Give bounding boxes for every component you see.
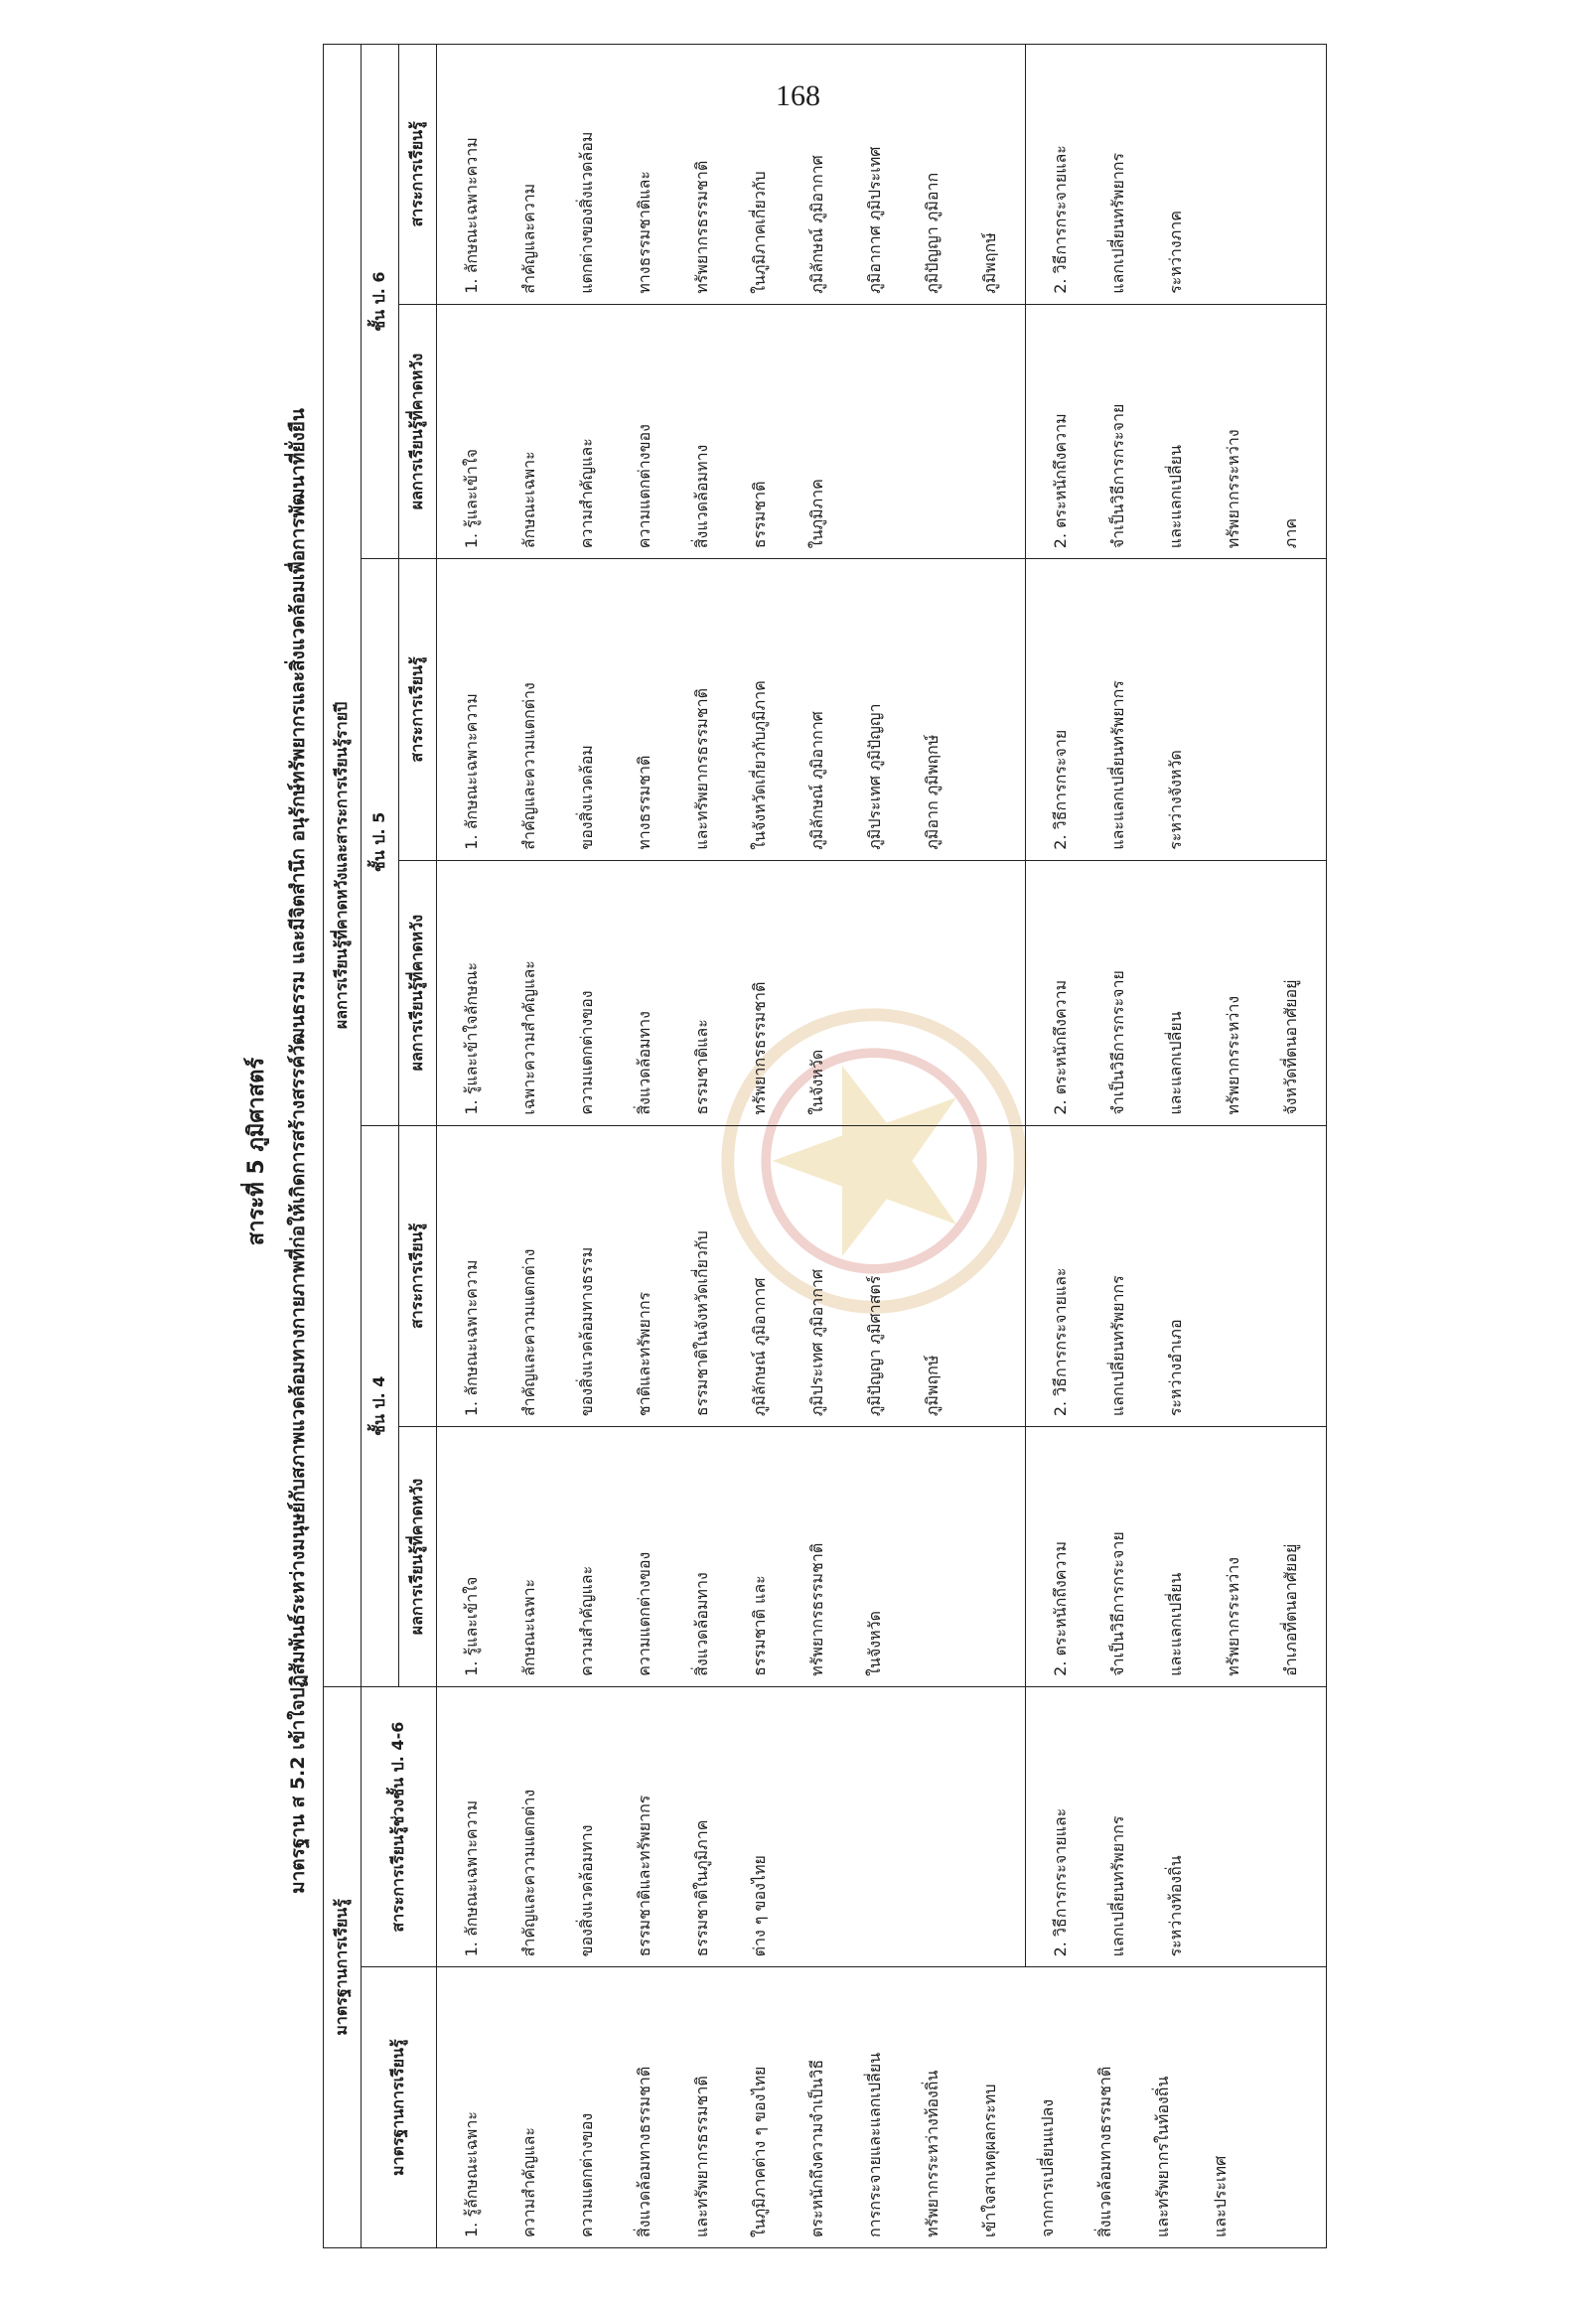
- header-g5-content: สาระการเรียนรู้: [399, 559, 437, 861]
- cell-range-content: 2. วิธีการกระจายและ แลกเปลี่ยนทรัพยากร ระหว่างท้องถิ่น: [1026, 1686, 1327, 1967]
- header-col-standard: มาตรฐานการเรียนรู้: [362, 1967, 437, 2248]
- cell-g6-expected: 1. รู้และเข้าใจ ลักษณะเฉพาะ ความสำคัญและ ความแตกต่างของ สิ่งแวดล้อมทาง ธรรมชาติ ในภูมิภาค: [437, 304, 1026, 558]
- header-col-range-content: สาระการเรียนรู้ช่วงชั้น ป. 4-6: [362, 1686, 437, 1967]
- cell-range-content: 1. ลักษณะเฉพาะความ สำคัญและความแตกต่าง ของสิ่งแวดล้อมทาง ธรรมชาติและทรัพยากร ธรรมชาติในภูมิภาค ต่าง ๆ ของไทย: [437, 1686, 1026, 1967]
- page-number: 168: [776, 79, 820, 112]
- cell-standard: 1. รู้ลักษณะเฉพาะ ความสำคัญและ ความแตกต่างของ สิ่งแวดล้อมทางธรรมชาติ และทรัพยากรธรรมชาติ ในภูมิภาคต่าง ๆ ของไทย ตระหนักถึงความจำเป็นวิธี การกระจายและแลกเปลี่ยน ทรัพยากรระหว่างท้องถิ่น เข้าใจสาเหตุผลกระทบ จากการเปลี่ยนแปลง สิ่งแวดล้อมทางธรรมชาติ และทรัพยากรในท้องถิ่น และประเทศ: [437, 1967, 1327, 2248]
- header-g4-expected: ผลการเรียนรู้ที่คาดหวัง: [399, 1427, 437, 1687]
- standard-statement: มาตรฐาน ส 5.2 เข้าใจปฏิสัมพันธ์ระหว่างมนุษย์กับสภาพแวดล้อมทางกายภาพที่ก่อให้เกิดการสร้างสรรค์วัฒนธรรม และมีจิตสำนึก อนุรักษ์ทรัพยากรและสิ่งแวดล้อมเพื่อการพัฒนาที่ยั่งยืน: [287, 408, 309, 1894]
- cell-g4-content: 2. วิธีการกระจายและ แลกเปลี่ยนทรัพยากร ระหว่างอำเภอ: [1026, 1125, 1327, 1427]
- learning-standards-table: [323, 44, 1327, 2248]
- header-standard-group: มาตรฐานการเรียนรู้: [324, 1686, 362, 2247]
- header-g5-expected: ผลการเรียนรู้ที่คาดหวัง: [399, 860, 437, 1125]
- cell-g5-expected: 1. รู้และเข้าใจลักษณะ เฉพาะความสำคัญและ ความแตกต่างของ สิ่งแวดล้อมทาง ธรรมชาติและ ทรัพยากรธรรมชาติ ในจังหวัด: [437, 860, 1026, 1125]
- table-row: [1026, 45, 1327, 2248]
- table-row: [437, 45, 1026, 2248]
- cell-g4-expected: 1. รู้และเข้าใจ ลักษณะเฉพาะ ความสำคัญและ ความแตกต่างของ สิ่งแวดล้อมทาง ธรรมชาติ และ ทรัพยากรธรรมชาติ ในจังหวัด: [437, 1427, 1026, 1687]
- header-g6-content: สาระการเรียนรู้: [399, 45, 437, 305]
- page-heading: สาระที่ 5 ภูมิศาสตร์: [244, 1057, 269, 1246]
- cell-g5-content: 1. ลักษณะเฉพาะความ สำคัญและความแตกต่าง ของสิ่งแวดล้อม ทางธรรมชาติ และทรัพยากรธรรมชาติ ในจังหวัดเกี่ยวกับภูมิภาค ภูมิลักษณ์ ภูมิอากาศ ภูมิประเทศ ภูมิปัญญา ภูมิอาก ภูมิพฤกษ์: [437, 559, 1026, 861]
- cell-g6-expected: 2. ตระหนักถึงความ จำเป็นวิธีการกระจาย และแลกเปลี่ยน ทรัพยากรระหว่าง ภาค: [1026, 304, 1327, 558]
- header-grade6: ชั้น ป. 6: [362, 45, 399, 559]
- cell-g4-expected: 2. ตระหนักถึงความ จำเป็นวิธีการกระจาย และแลกเปลี่ยน ทรัพยากรระหว่าง อำเภอที่ตนอาศัยอยู่: [1026, 1427, 1327, 1687]
- cell-g6-content: 2. วิธีการกระจายและ แลกเปลี่ยนทรัพยากร ระหว่างภาค: [1026, 45, 1327, 305]
- cell-g6-content: 1. ลักษณะเฉพาะความ สำคัญและความ แตกต่างของสิ่งแวดล้อม ทางธรรมชาติและ ทรัพยากรธรรมชาติ ในภูมิภาคเกี่ยวกับ ภูมิลักษณ์ ภูมิอากาศ ภูมิอากาศ ภูมิประเทศ ภูมิปัญญา ภูมิอาก ภูมิพฤกษ์: [437, 45, 1026, 305]
- cell-g5-expected: 2. ตระหนักถึงความ จำเป็นวิธีการกระจาย และแลกเปลี่ยน ทรัพยากรระหว่าง จังหวัดที่ตนอาศัยอยู่: [1026, 860, 1327, 1125]
- header-g4-content: สาระการเรียนรู้: [399, 1125, 437, 1427]
- cell-g4-content: 1. ลักษณะเฉพาะความ สำคัญและความแตกต่าง ของสิ่งแวดล้อมทางธรรม ชาติและทรัพยากร ธรรมชาติในจังหวัดเกี่ยวกับ ภูมิลักษณ์ ภูมิอากาศ ภูมิประเทศ ภูมิอากาศ ภูมิปัญญา ภูมิศาสตร์ ภูมิพฤกษ์: [437, 1125, 1026, 1427]
- header-grade5: ชั้น ป. 5: [362, 559, 399, 1125]
- header-outcome-group: ผลการเรียนรู้ที่คาดหวังและสาระการเรียนรู้รายปี: [324, 45, 362, 1687]
- cell-g5-content: 2. วิธีการกระจาย และแลกเปลี่ยนทรัพยากร ระหว่างจังหวัด: [1026, 559, 1327, 861]
- header-grade4: ชั้น ป. 4: [362, 1125, 399, 1686]
- header-g6-expected: ผลการเรียนรู้ที่คาดหวัง: [399, 304, 437, 558]
